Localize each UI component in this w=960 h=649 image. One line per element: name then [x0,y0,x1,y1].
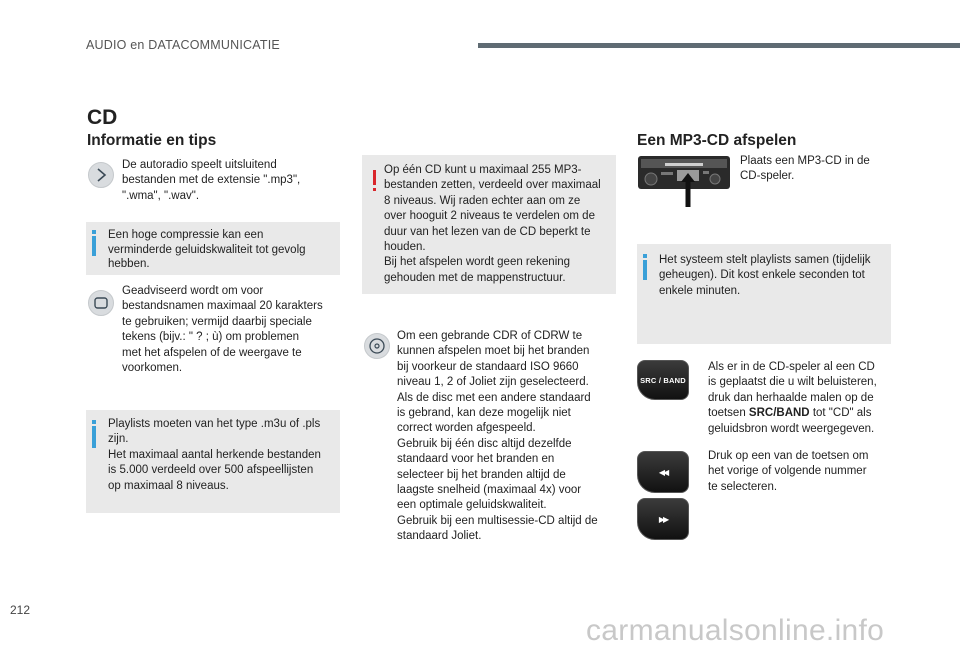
src-band-button: SRC / BAND [637,360,689,400]
step-select-track: Druk op een van de toetsen om het vorige of volgende nummer te selecteren. [708,450,869,493]
header-rule [478,43,960,48]
step-insert-cd: Plaats een MP3-CD in de CD-speler. [740,155,870,183]
next-track-button [637,498,689,540]
previous-track-button [637,451,689,493]
fast-forward-icon: ▶▶ [658,514,668,524]
note-burn-standard: Om een gebrande CDR of CDRW te kunnen afspelen moet bij het branden bij voorkeur de standaard ISO 9660 niveau 1, 2 of Joliet zijn geselecteerd. Als de disc met een andere standaard is gebrand, kan deze mogelijk niet correct worden afgespeeld. Gebruik bij één disc altijd dezelfde standaard voor het branden en selecteer bij het branden altijd de laagste snelheid (maximaal 4x) voor een optimale geluidskwaliteit. Gebruik bij een multisessie-CD altijd de standaard Joliet. [397,330,598,543]
note-filename-length: Geadviseerd wordt om voor bestandsnamen maximaal 20 karakters te gebruiken; vermijd daarbij speciale tekens (bijv.: " ? ; ù) om problemen met het afspelen of de weergave te voorkomen. [122,285,323,375]
play-note-icon [88,162,114,188]
footer-watermark: carmanualsonline.info [586,614,885,647]
info-box-playlist-compile: Het systeem stelt playlists samen (tijdelijk geheugen). Dit kost enkele seconden tot enkele minuten. [637,244,891,344]
left-section-heading: Informatie en tips [87,132,217,149]
note-file-extensions: De autoradio speelt uitsluitend bestanden met de extensie ".mp3", ".wma", ".wav". [122,159,301,202]
page-number: 212 [10,603,31,617]
cd-disc-note-icon [364,333,390,359]
info-box-playlists: Playlists moeten van het type .m3u of .pls zijn. Het maximaal aantal herkende bestanden is 5.000 verdeeld over 500 afspeellijsten op maximaal 8 niveaus. [86,410,340,513]
rewind-icon: ◀◀ [658,467,668,477]
warning-box-mp3-limits: Op één CD kunt u maximaal 255 MP3- bestanden zetten, verdeeld over maximaal 8 niveaus. Wij raden echter aan om ze over hooguit 2 niveaus te verdelen om de duur van het lezen van de CD beperkt te houden. Bij het afspelen wordt geen rekening gehouden met de mappenstructuur. [362,155,616,294]
cd-player-illustration [637,155,731,210]
step-select-cd-source: Als er in de CD-speler al een CD is geplaatst die u wilt beluisteren, druk dan herhaalde malen op de toetsen SRC/BAND tot "CD" als geluidsbron wordt weergegeven. [708,361,877,435]
tip-note-icon [88,290,114,316]
right-section-heading: Een MP3-CD afspelen [637,132,797,149]
page-title: CD [87,106,118,129]
section-header-title: AUDIO en DATACOMMUNICATIE [86,38,280,52]
info-box-compression: Een hoge compressie kan een verminderde geluidskwaliteit tot gevolg hebben. [86,222,340,275]
